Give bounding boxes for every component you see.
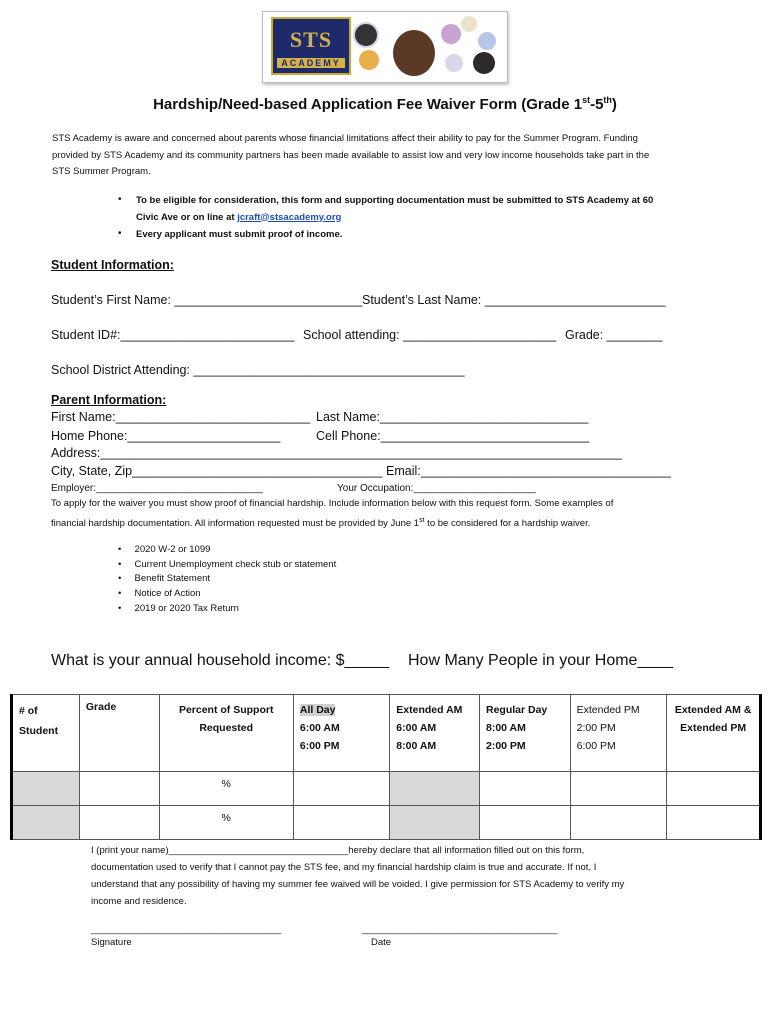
occupation-field[interactable]: Your Occupation:______________________ (337, 483, 536, 494)
email-link[interactable]: jcraft@stsacademy.org (237, 211, 342, 223)
requirement-item: Every applicant must submit proof of income. (136, 229, 343, 240)
extended-both-cell[interactable] (667, 772, 761, 806)
photo-bubble (393, 30, 435, 76)
signature-label: Signature (91, 937, 132, 948)
date-label: Date (371, 937, 392, 948)
list-item: • 2019 or 2020 Tax Return (118, 602, 239, 614)
employer-field[interactable]: Employer:______________________________ (51, 483, 263, 494)
student-first-name-field[interactable]: Student’s First Name: ___________________________ (51, 293, 363, 307)
extended-am-cell[interactable] (390, 772, 480, 806)
parent-first-name-field[interactable]: First Name:____________________________ (51, 410, 311, 424)
header-extended-both: Extended AM & Extended PM (667, 695, 761, 772)
support-table (10, 694, 762, 840)
list-item: • Notice of Action (118, 588, 201, 600)
school-attending-field[interactable]: School attending: ______________________ (303, 328, 557, 342)
extended-pm-cell[interactable] (570, 806, 667, 840)
student-number-cell[interactable] (12, 806, 80, 840)
requirement-item: To be eligible for consideration, this form and supporting documentation must be submitted to STS Academy at 60 Civic Ave or on line at jcraft@stsacademy.org (136, 195, 654, 223)
header-grade: Grade (79, 695, 159, 772)
bullet-icon: • (118, 194, 122, 205)
student-id-field[interactable]: Student ID#:_________________________ (51, 328, 295, 342)
logo-subtitle: ACADEMY (277, 58, 345, 68)
list-item: • Benefit Statement (118, 573, 211, 585)
table-row (12, 806, 761, 840)
photo-bubble (473, 52, 495, 74)
examples-list (118, 543, 336, 617)
percent-cell[interactable]: % (159, 772, 293, 806)
all-day-cell[interactable] (293, 806, 389, 840)
declaration-paragraph: I (print your name)__________________________________hereby declare that all information filled out on this form, documentation used to verify that I cannot pay the STS fee, and my financial hardship claim is true and accurate. If not, I understand that any possibility of having my summer fee waived will be voided. I give permission for STS Academy to verify my income and residence. (91, 845, 625, 907)
intro-paragraph: STS Academy is aware and concerned about parents whose financial limitations affect their ability to pay for the Summer Program. Funding provided by STS Academy and its community partners has been made available to assist low and very low income households take part in the STS Summer Program. (52, 133, 650, 177)
student-number-cell[interactable] (12, 772, 80, 806)
photo-bubble (461, 16, 477, 32)
photo-bubble (441, 24, 461, 44)
extended-am-cell[interactable] (390, 806, 480, 840)
photo-bubble (353, 22, 379, 48)
extended-pm-cell[interactable] (570, 772, 667, 806)
table-row (12, 772, 761, 806)
regular-day-cell[interactable] (480, 806, 571, 840)
income-question[interactable]: What is your annual household income: $_____ (51, 652, 389, 669)
percent-cell[interactable]: % (159, 806, 293, 840)
parent-last-name-field[interactable]: Last Name:______________________________ (316, 410, 589, 424)
bullet-icon: • (118, 228, 122, 239)
header-regular-day: Regular Day 8:00 AM 2:00 PM (480, 695, 571, 772)
regular-day-cell[interactable] (480, 772, 571, 806)
parent-info-heading: Parent Information: (51, 393, 167, 407)
photo-bubble (478, 32, 496, 50)
city-state-zip-field[interactable]: City, State, Zip____________________________________ (51, 464, 383, 478)
household-size-question[interactable]: How Many People in your Home____ (408, 652, 674, 669)
extended-both-cell[interactable] (667, 806, 761, 840)
school-district-field[interactable]: School District Attending: _______________________________________ (51, 363, 465, 377)
logo-brand: STS (289, 27, 333, 52)
header-extended-pm: Extended PM 2:00 PM 6:00 PM (570, 695, 667, 772)
grade-cell[interactable] (79, 772, 159, 806)
header-student-number: # of Student (12, 695, 80, 772)
photo-bubble (359, 50, 379, 70)
grade-field[interactable]: Grade: ________ (565, 328, 663, 342)
header-all-day: All Day 6:00 AM 6:00 PM (293, 695, 389, 772)
list-item: • 2020 W-2 or 1099 (118, 544, 211, 555)
email-field[interactable]: Email:____________________________________ (386, 464, 671, 478)
list-item: • Current Unemployment check stub or statement (118, 558, 337, 570)
proof-paragraph: To apply for the waiver you must show proof of financial hardship. Include information below with this request form. Some examples of financial hardship documentation. All information requested must be provided by June 1st to be considered for a hardship waiver. (51, 498, 614, 529)
logo-emblem (271, 17, 351, 75)
header-extended-am: Extended AM 6:00 AM 8:00 AM (390, 695, 480, 772)
photo-bubble (445, 54, 463, 72)
header-percent-support: Percent of Support Requested (159, 695, 293, 772)
signature-line[interactable]: ____________________________________ (91, 924, 282, 935)
grade-cell[interactable] (79, 806, 159, 840)
academy-logo (262, 11, 508, 83)
home-phone-field[interactable]: Home Phone:______________________ (51, 429, 281, 443)
student-info-heading: Student Information: (51, 258, 174, 272)
student-last-name-field[interactable]: Student’s Last Name: __________________________ (362, 293, 666, 307)
address-field[interactable]: Address:___________________________________________________________________________ (51, 446, 622, 460)
form-title: Hardship/Need-based Application Fee Waiver Form (Grade 1st-5th) (153, 95, 617, 113)
date-line[interactable]: _____________________________________ (362, 924, 558, 935)
all-day-cell[interactable] (293, 772, 389, 806)
cell-phone-field[interactable]: Cell Phone:______________________________ (316, 429, 590, 443)
